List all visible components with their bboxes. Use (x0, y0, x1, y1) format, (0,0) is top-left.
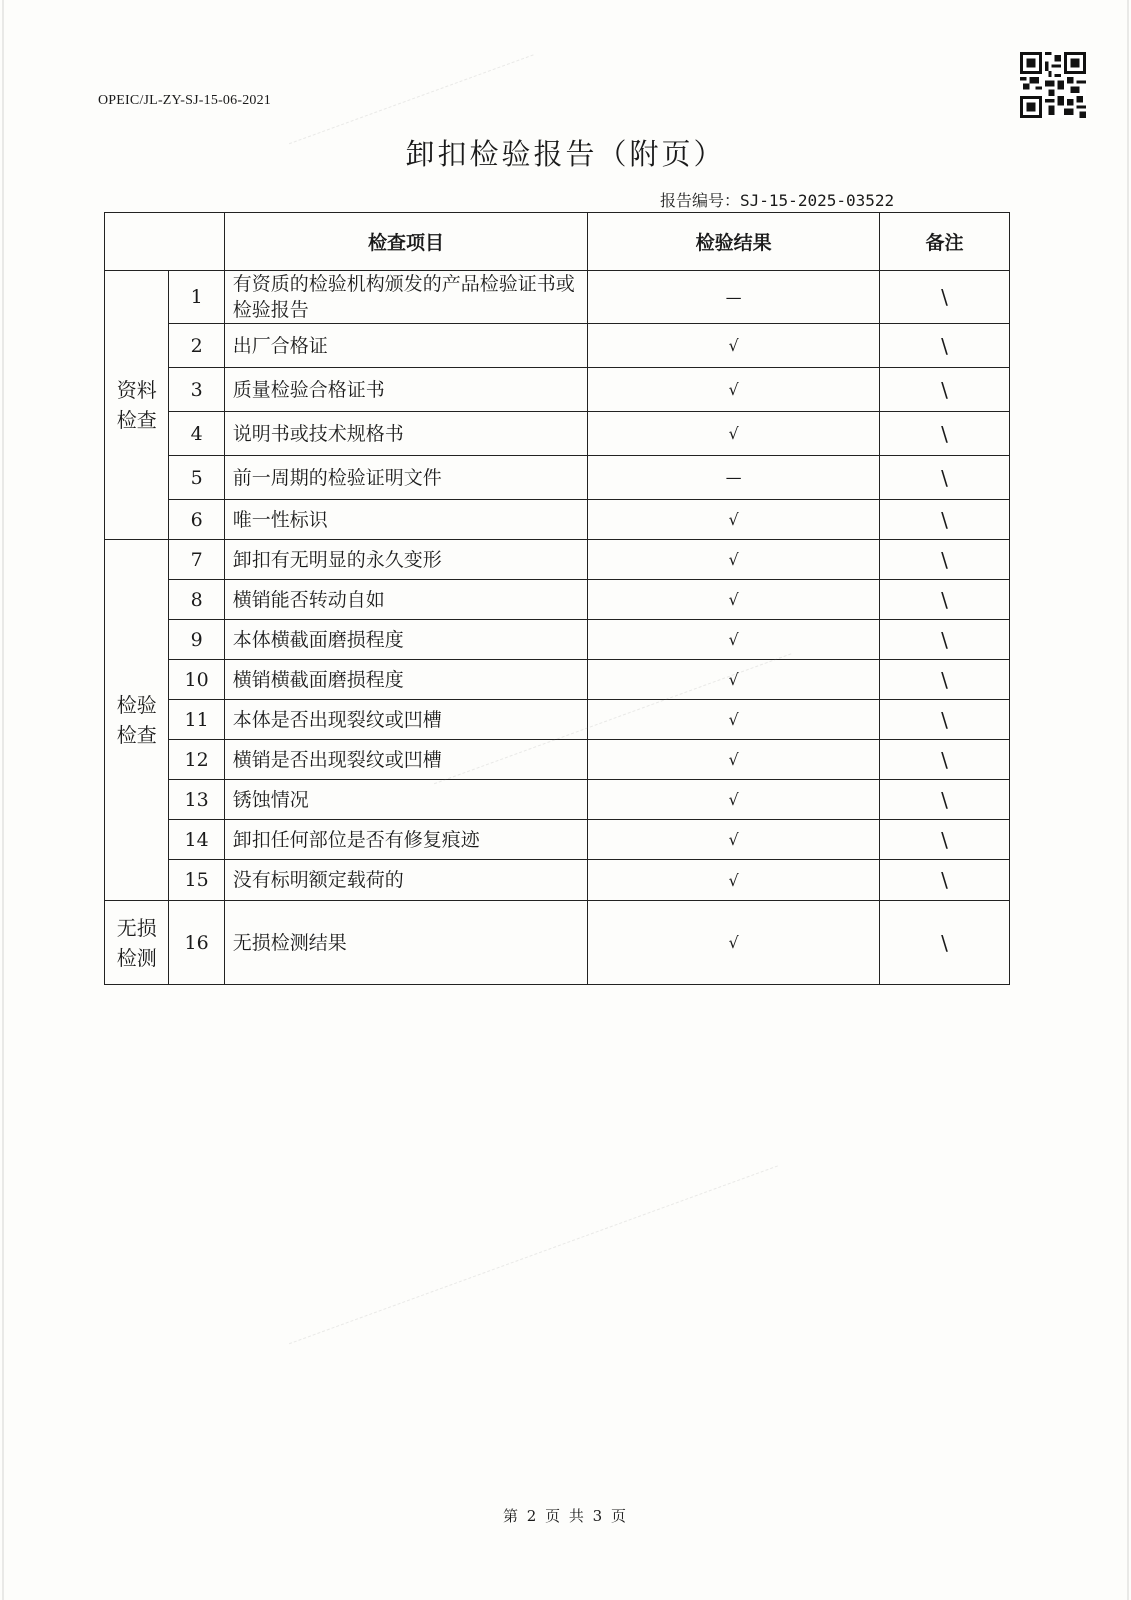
row-number: 13 (169, 780, 224, 820)
watermark-stamp (281, 1143, 778, 1344)
report-number (660, 188, 894, 211)
row-item: 横销横截面磨损程度 (224, 660, 587, 700)
row-result: √ (588, 500, 880, 540)
group-label: 无损 检测 (105, 901, 169, 985)
row-number: 5 (169, 456, 224, 500)
report-number-value: SJ-15-2025-03522 (740, 191, 895, 210)
row-item: 没有标明额定载荷的 (224, 860, 587, 901)
row-remark: \ (879, 901, 1009, 985)
row-remark: \ (879, 620, 1009, 660)
table-header-row (105, 213, 1010, 271)
table-row (105, 368, 1010, 412)
inspection-table (104, 212, 1010, 985)
table-row (105, 740, 1010, 780)
table-row (105, 412, 1010, 456)
page-number: 第 2 页 共 3 页 (503, 1507, 628, 1525)
header-result: 检验结果 (588, 213, 880, 271)
row-result: — (588, 271, 880, 324)
row-result: √ (588, 740, 880, 780)
row-item: 有资质的检验机构颁发的产品检验证书或检验报告 (224, 271, 587, 324)
row-item: 无损检测结果 (224, 901, 587, 985)
row-result: √ (588, 540, 880, 580)
report-number-label: 报告编号： (660, 191, 741, 210)
page-edge-right (1127, 0, 1129, 1600)
row-number: 11 (169, 700, 224, 740)
table-row (105, 860, 1010, 901)
row-number: 9 (169, 620, 224, 660)
row-number: 6 (169, 500, 224, 540)
row-remark: \ (879, 860, 1009, 901)
row-number: 2 (169, 324, 224, 368)
row-remark: \ (879, 412, 1009, 456)
row-number: 14 (169, 820, 224, 860)
row-result: √ (588, 820, 880, 860)
table-body (105, 271, 1010, 985)
row-item: 卸扣任何部位是否有修复痕迹 (224, 820, 587, 860)
row-result: √ (588, 620, 880, 660)
page-title: 卸扣检验报告（附页） (405, 137, 726, 171)
table-row (105, 620, 1010, 660)
document-code: OPEIC/JL-ZY-SJ-15-06-2021 (98, 93, 271, 108)
row-result: √ (588, 368, 880, 412)
row-item: 锈蚀情况 (224, 780, 587, 820)
row-remark: \ (879, 540, 1009, 580)
header-item: 检查项目 (224, 213, 587, 271)
table-row (105, 324, 1010, 368)
header-blank-cell (105, 213, 225, 271)
row-number: 12 (169, 740, 224, 780)
table-row (105, 456, 1010, 500)
row-result: √ (588, 324, 880, 368)
row-item: 说明书或技术规格书 (224, 412, 587, 456)
row-number: 1 (169, 271, 224, 324)
row-result: √ (588, 901, 880, 985)
row-result: √ (588, 780, 880, 820)
row-item: 出厂合格证 (224, 324, 587, 368)
table-row (105, 820, 1010, 860)
table-row (105, 700, 1010, 740)
row-remark: \ (879, 780, 1009, 820)
row-number: 15 (169, 860, 224, 901)
row-item: 本体横截面磨损程度 (224, 620, 587, 660)
row-remark: \ (879, 271, 1009, 324)
row-remark: \ (879, 660, 1009, 700)
row-number: 4 (169, 412, 224, 456)
qr-code-icon (1020, 52, 1086, 118)
row-result: √ (588, 700, 880, 740)
row-result: — (588, 456, 880, 500)
row-item: 本体是否出现裂纹或凹槽 (224, 700, 587, 740)
row-item: 唯一性标识 (224, 500, 587, 540)
group-label: 检验 检查 (105, 540, 169, 901)
row-remark: \ (879, 580, 1009, 620)
table-row (105, 580, 1010, 620)
header-remark: 备注 (879, 213, 1009, 271)
row-item: 横销是否出现裂纹或凹槽 (224, 740, 587, 780)
table-row (105, 780, 1010, 820)
row-remark: \ (879, 368, 1009, 412)
row-item: 卸扣有无明显的永久变形 (224, 540, 587, 580)
row-result: √ (588, 660, 880, 700)
table-row (105, 660, 1010, 700)
table-row (105, 271, 1010, 324)
row-number: 10 (169, 660, 224, 700)
table-row (105, 901, 1010, 985)
row-remark: \ (879, 820, 1009, 860)
row-remark: \ (879, 700, 1009, 740)
row-remark: \ (879, 324, 1009, 368)
row-item: 横销能否转动自如 (224, 580, 587, 620)
row-item: 质量检验合格证书 (224, 368, 587, 412)
table-row (105, 540, 1010, 580)
row-number: 3 (169, 368, 224, 412)
row-remark: \ (879, 456, 1009, 500)
row-result: √ (588, 412, 880, 456)
page-edge-left (2, 0, 4, 1600)
row-item: 前一周期的检验证明文件 (224, 456, 587, 500)
table-row (105, 500, 1010, 540)
row-number: 16 (169, 901, 224, 985)
row-remark: \ (879, 500, 1009, 540)
row-result: √ (588, 860, 880, 901)
row-number: 8 (169, 580, 224, 620)
row-result: √ (588, 580, 880, 620)
group-label: 资料 检查 (105, 271, 169, 540)
watermark-stamp (281, 32, 534, 144)
row-remark: \ (879, 740, 1009, 780)
row-number: 7 (169, 540, 224, 580)
